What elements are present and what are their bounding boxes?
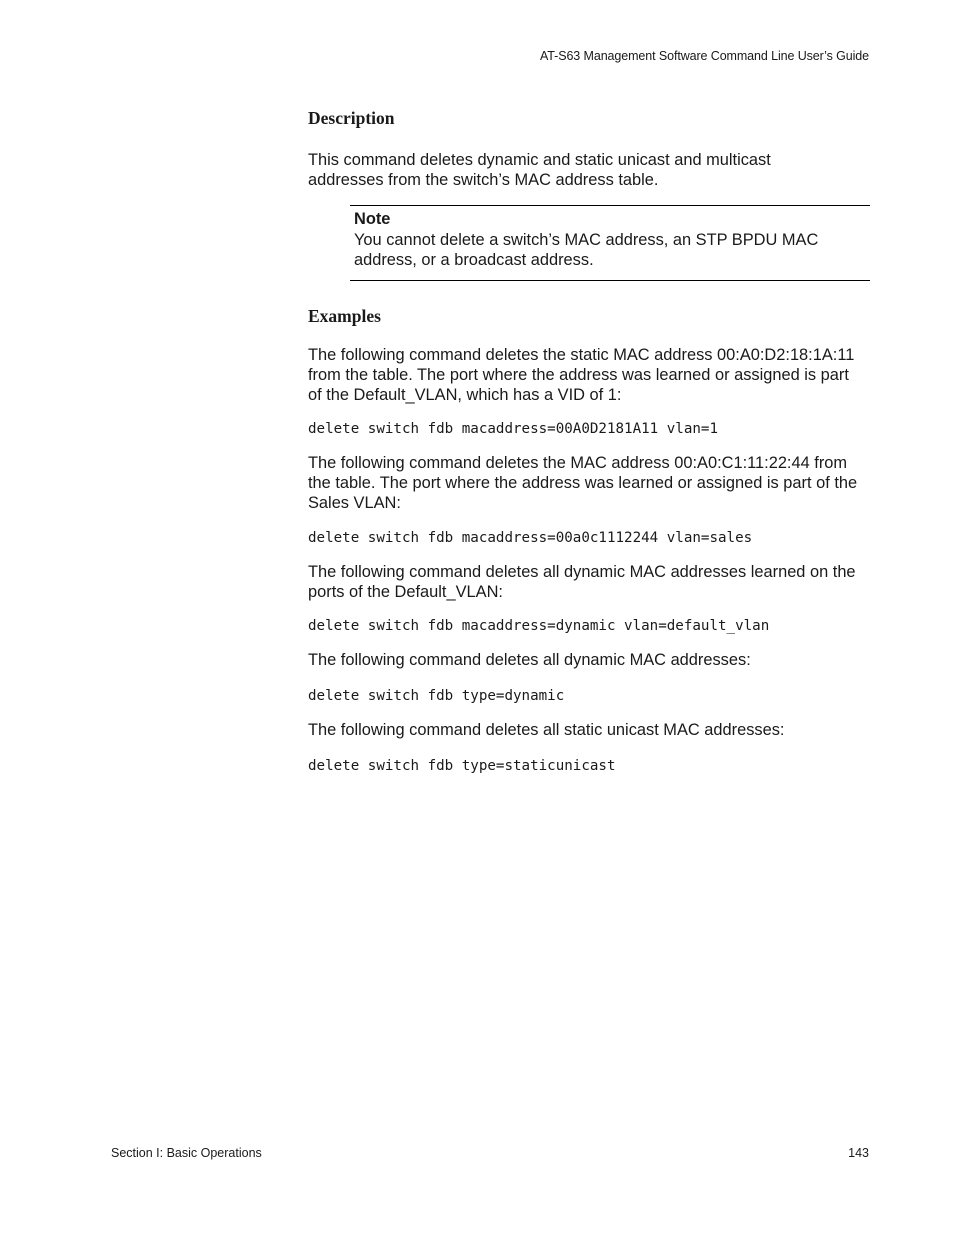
example-text: The following command deletes the static MAC address 00:A0:D2:18:1A:11 from the table. The port where the address was learned or assigned is part of the Default_VLAN, which has a VID of 1:: [308, 346, 855, 404]
footer-section: Section I: Basic Operations: [111, 1146, 262, 1160]
example-code: delete switch fdb macaddress=00a0c1112244 vlan=sales: [308, 530, 753, 546]
example-code: delete switch fdb type=dynamic: [308, 688, 565, 704]
main-content: [308, 106, 870, 776]
note-box: [350, 205, 870, 281]
example-code: delete switch fdb macaddress=00A0D2181A11 vlan=1: [308, 421, 718, 437]
note-title: Note: [354, 210, 391, 228]
example-text: The following command deletes all dynamic MAC addresses:: [308, 651, 751, 669]
example-text: The following command deletes all dynamic MAC addresses learned on the ports of the Default_VLAN:: [308, 563, 856, 601]
example-text: The following command deletes the MAC address 00:A0:C1:11:22:44 from the table. The port where the address was learned or assigned is part of the Sales VLAN:: [308, 454, 858, 512]
page-number: 143: [848, 1146, 869, 1160]
examples-heading: Examples: [308, 306, 381, 326]
note-text: You cannot delete a switch’s MAC address, an STP BPDU MAC address, or a broadcast address.: [354, 231, 819, 269]
description-text: This command deletes dynamic and static unicast and multicast addresses from the switch’s MAC address table.: [308, 151, 771, 189]
description-heading: Description: [308, 108, 395, 128]
example-code: delete switch fdb macaddress=dynamic vlan=default_vlan: [308, 618, 770, 634]
page-header-title: AT-S63 Management Software Command Line User’s Guide: [540, 49, 869, 63]
example-code: delete switch fdb type=staticunicast: [308, 758, 616, 774]
example-text: The following command deletes all static unicast MAC addresses:: [308, 721, 785, 739]
